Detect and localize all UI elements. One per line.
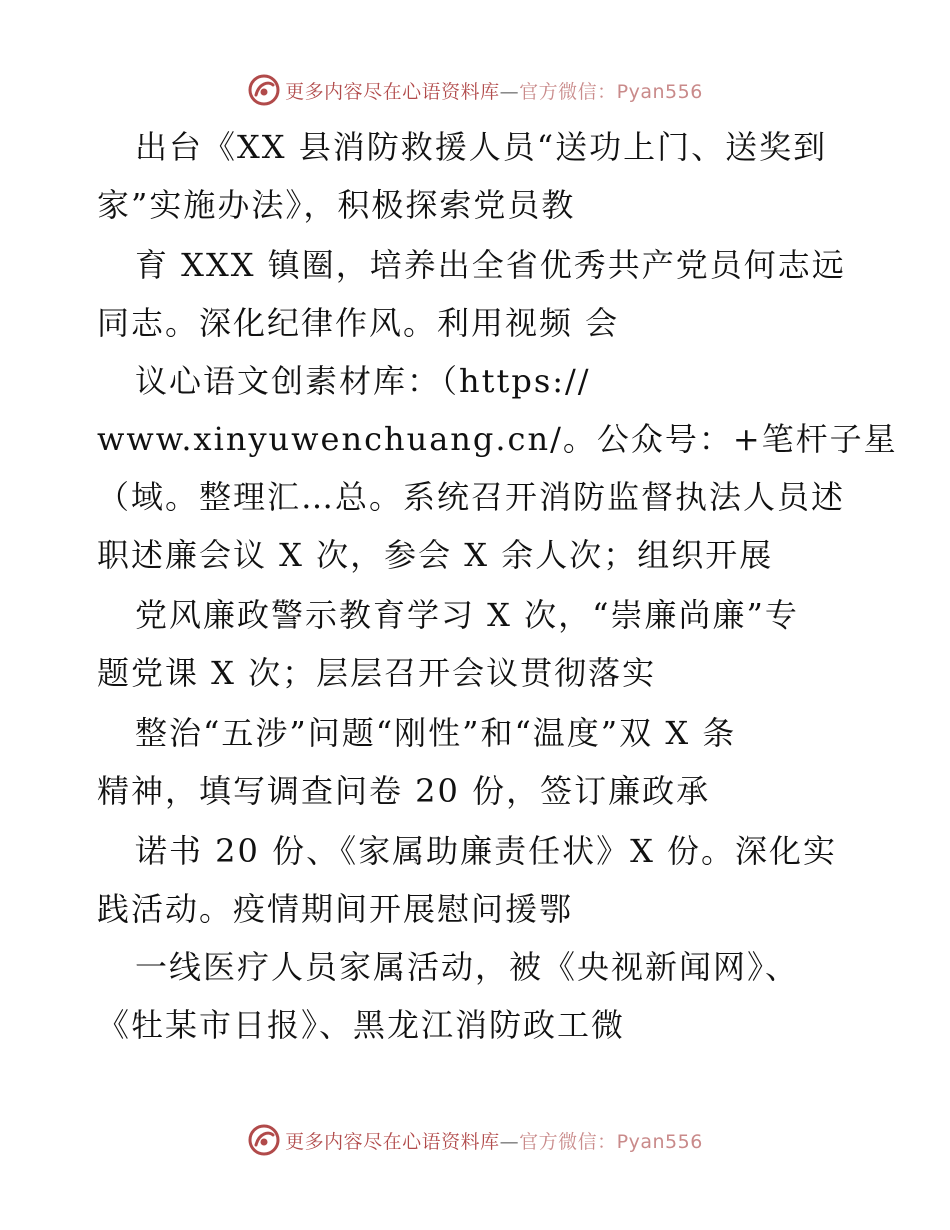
paragraph-line: 精神，填写调查问卷 20 份，签订廉政承: [97, 772, 711, 810]
brand-logo-icon: [247, 1123, 281, 1157]
paragraph-line: 整治“五涉”问题“刚性”和“温度”双 X 条: [135, 714, 737, 752]
paragraph-line: 一线医疗人员家属活动，被《央视新闻网》、: [135, 948, 800, 986]
footer-banner-text: [285, 1127, 703, 1154]
header-wechat-text: 官方微信：Pyan556: [519, 80, 703, 103]
header-brand-text: 更多内容尽在心语资料库: [285, 80, 500, 103]
paragraph-line: 题党课 X 次；层层召开会议贯彻落实: [97, 654, 657, 692]
paragraph-line: （域。整理汇…总。系统召开消防监督执法人员述: [97, 478, 846, 516]
paragraph-line: www.xinyuwenchuang.cn/。公众号：+笔杆子星: [97, 420, 898, 458]
paragraph-line: 出台《XX 县消防救援人员“送功上门、送奖到: [135, 128, 828, 166]
paragraph-line: 践活动。疫情期间开展慰问援鄂: [97, 890, 574, 928]
footer-watermark-banner: [0, 1120, 950, 1160]
paragraph-line: 《牡某市日报》、黑龙江消防政工微: [97, 1006, 626, 1044]
paragraph-line: 育 XXX 镇圈，培养出全省优秀共产党员何志远: [135, 246, 846, 284]
paragraph-line: 党风廉政警示教育学习 X 次，“崇廉尚廉”专: [135, 596, 799, 634]
header-watermark-banner: [0, 70, 950, 110]
footer-brand-text: 更多内容尽在心语资料库: [285, 1130, 500, 1153]
brand-logo-icon: [247, 73, 281, 107]
footer-wechat-text: 官方微信：Pyan556: [519, 1130, 703, 1153]
footer-separator: —: [499, 1130, 520, 1153]
paragraph-line: 议心语文创素材库：（https://: [135, 362, 591, 400]
paragraph-line: 诺书 20 份、《家属助廉责任状》X 份。深化实: [135, 832, 838, 870]
header-separator: —: [499, 80, 520, 103]
paragraph-line: 同志。深化纪律作风。利用视频 会: [97, 304, 620, 342]
paragraph-line: 家”实施办法》，积极探索党员教: [97, 186, 576, 224]
paragraph-line: 职述廉会议 X 次，参会 X 余人次；组织开展: [97, 536, 774, 574]
header-banner-text: [285, 77, 703, 104]
